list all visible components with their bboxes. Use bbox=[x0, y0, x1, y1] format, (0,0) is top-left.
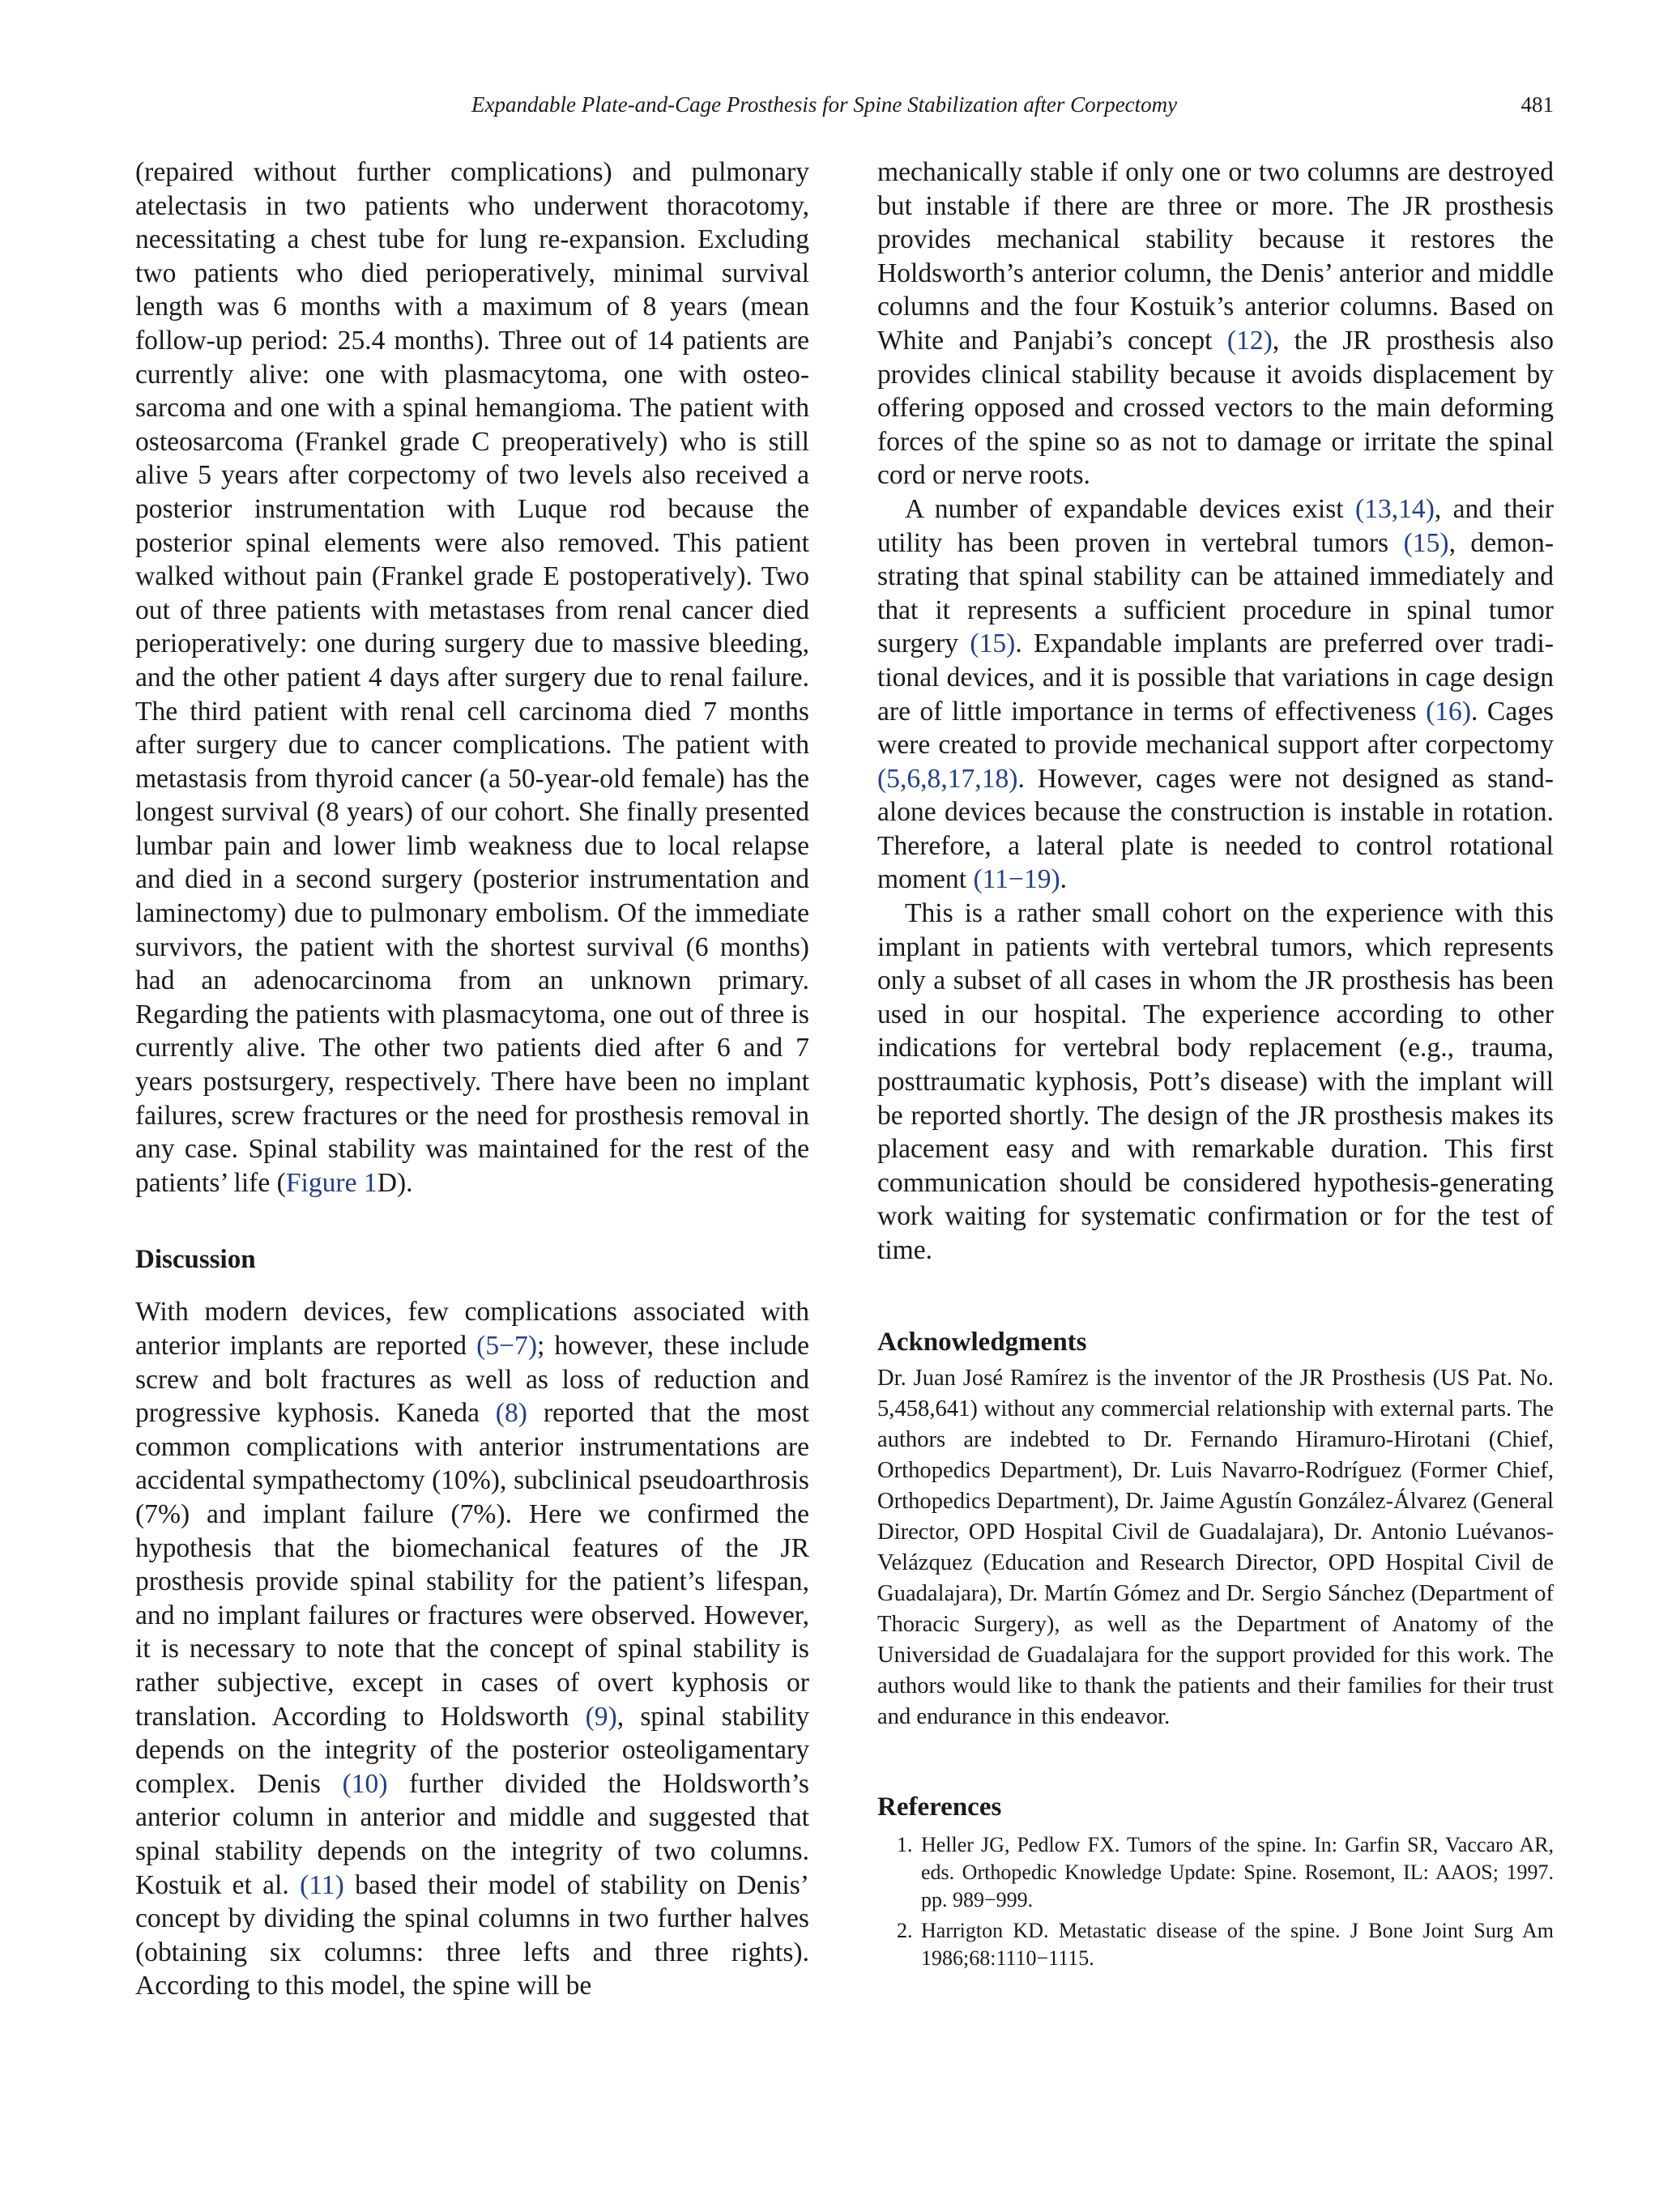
text-run: . bbox=[1060, 864, 1068, 895]
citation-link[interactable]: (10) bbox=[342, 1768, 388, 1799]
text-run: With modern devices, few complications associated with anterior implants are reported bbox=[135, 1297, 809, 1361]
text-run: , demonstrating that spinal stability can be attained immediately and that it represents a sufficient procedure in spinal tumor surgery bbox=[877, 527, 1555, 659]
citation-link[interactable]: (8) bbox=[495, 1398, 527, 1429]
text-run: (repaired without further complications) and pulmonary atelectasis in two patients who underwent thoracotomy, necessitating a chest tube for lung re-expansion. Excluding two patients who died perioperatively, minimal survival length was 6 months with a maximum of 8 years (mean follow-up period: 25.4 months). Three out of 14 patients are currently alive: one with plasmacytoma, one with osteosarcoma and one with a spinal hemangioma. The patient with osteosarcoma (Frankel grade C preoperatively) who is still alive 5 years after corpectomy of two levels also received a posterior instrumentation with Luque rod because the posterior spinal elements were also removed. This patient walked without pain (Frankel grade E postoperatively). Two out of three patients with metastases from renal cancer died perioperatively: one during surgery due to massive bleeding, and the other patient 4 days after surgery due to renal failure. The third patient with renal cell carcinoma died 7 months after surgery due to cancer complications. The patient with metastasis from thyroid cancer (a 50-year-old female) has the longest survival (8 years) of our cohort. She finally presented lumbar pain and lower limb weakness due to local relapse and died in a second surgery (posterior instrumentation and laminectomy) due to pulmonary embolism. Of the immediate survivors, the patient with the shortest survival (6 months) had an adenocarcinoma from an unknown primary. Regarding the patients with plasmacytoma, one out of three is currently alive. The other two patients died after 6 and 7 years postsurgery, respectively. There have been no implant failures, screw fractures or the need for prosthesis removal in any case. Spinal stability was maintained for the rest of the patients’ life ( bbox=[135, 157, 809, 1198]
running-title: Expandable Plate-and-Cage Prosthesis for Spine Stabilization after Corpectomy bbox=[471, 92, 1178, 117]
citation-link[interactable]: (12) bbox=[1226, 325, 1273, 356]
cohort-paragraph: This is a rather small cohort on the experience with this implant in patients with vertebral tumors, which represents only a subset of all cases in whom the JR prosthesis has been used in our hospital. The experience according to other indications for vertebral body replacement (e.g., trauma, posttraumatic kyphosis, Pott’s disease) with the implant will be reported shortly. The design of the JR prosthesis makes its placement easy and with remarkable duration. This first communication should be considered hypothesis-generating work waiting for systematic confirmation or for the test of time. bbox=[877, 898, 1554, 1265]
text-run: further divided the Holdsworth’s anterior column in anterior and middle and suggested that spinal stability depends on the integrity of two columns. Kostuik et al. bbox=[135, 1768, 809, 1900]
citation-link[interactable]: (15) bbox=[970, 629, 1016, 659]
citation-link[interactable]: (5,6,8,17,18) bbox=[877, 763, 1018, 794]
citation-link[interactable]: (11) bbox=[300, 1869, 344, 1900]
results-paragraph bbox=[135, 156, 809, 1200]
reference-item: 1. Heller JG, Pedlow FX. Tumors of the spine. In: Garfin SR, Vaccaro AR, eds. Orthopedic Knowledge Update: Spine. Rosemont, IL: AAOS; 1997. pp. 989−999. bbox=[918, 1831, 1554, 1914]
discussion-continued-paragraph bbox=[877, 156, 1554, 492]
figure-link[interactable]: Figure 1 bbox=[285, 1167, 377, 1198]
text-run: , the JR prosthesis also provides clinical stability because it avoids displacement by offering opposed and crossed vectors to the main deforming forces of the spine so as not to damage or irritate the spinal cord or nerve roots. bbox=[877, 325, 1554, 491]
text-run: , and their utility has been proven in vertebral tumors bbox=[877, 493, 1554, 558]
text-run: . Expandable implants are preferred over traditional devices, and it is possible that variations in cage design are of little importance in terms of effectiveness bbox=[877, 629, 1554, 727]
citation-link[interactable]: (13,14) bbox=[1354, 493, 1435, 524]
running-header bbox=[0, 92, 1659, 125]
discussion-paragraph bbox=[135, 1295, 809, 2002]
acknowledgments-body: Dr. Juan José Ramírez is the inventor of the JR Prosthesis (US Pat. No. 5,458,641) without any commercial relationship with external parts. The authors are indebted to Dr. Fernando Hiramuro-Hirotani (Chief, Orthopedics Department), Dr. Luis Navarro-Rodríguez (Former Chief, Orthopedics Department), Dr. Jaime Agustín González-Álvarez (General Director, OPD Hospital Civil de Guadalajara), Dr. Antonio Luévanos-Velázquez (Education and Research Director, OPD Hospital Civil de Guadalajara), Dr. Martín Gómez and Dr. Sergio Sánchez (Department of Thoracic Surgery), as well as the Department of Anatomy of the Universidad de Guadalajara for the support provided for this work. The authors would like to thank the patients and their families for their trust and endurance in this endeavor. bbox=[877, 1365, 1554, 1729]
reference-item: 2. Harrigton KD. Metastatic disease of the spine. J Bone Joint Surg Am 1986;68:1110−1115. bbox=[918, 1917, 1554, 1972]
text-run: mechanically stable if only one or two columns are destroyed but instable if there are three or more. The JR prosthesis provides mechanical stability because it restores the Holdsworth’s anterior column, the Denis’ anterior and middle columns and the four Kostuik’s anterior columns. Based on White and Panjabi’s concept bbox=[877, 157, 1554, 356]
page-number: 481 bbox=[1520, 92, 1554, 117]
text-run: , spinal stability depends on the integrity of the posterior osteoligamentary complex. Denis bbox=[135, 1701, 809, 1799]
text-run: A number of expandable devices exist bbox=[905, 493, 1355, 524]
expandable-devices-paragraph bbox=[877, 492, 1554, 897]
references-heading: References bbox=[877, 1792, 1002, 1822]
citation-link[interactable]: (5−7) bbox=[476, 1331, 538, 1361]
acknowledgments-heading: Acknowledgments bbox=[877, 1327, 1087, 1357]
text-run: based their model of stability on Denis’ concept by dividing the spinal columns in two further halves (obtaining six columns: three lefts and three rights). According to this model, the spine will be bbox=[135, 1869, 809, 2001]
reference-list bbox=[877, 1831, 1554, 1972]
text-run: . However, cages were not designed as stand-alone devices because the construction is instable in rotation. Therefore, a lateral plate is needed to control rotational moment bbox=[877, 763, 1554, 895]
text-run: ; however, these include screw and bolt fractures as well as loss of reduction and progressive kyphosis. Kaneda bbox=[135, 1331, 809, 1429]
text-run: . Cages were created to provide mechanical support after corpectomy bbox=[877, 696, 1554, 761]
citation-link[interactable]: (11−19) bbox=[973, 864, 1060, 895]
text-run: D). bbox=[377, 1167, 413, 1198]
citation-link[interactable]: (15) bbox=[1403, 527, 1449, 558]
text-run: reported that the most common complications with anterior instrumentations are accidental sympathectomy (10%), subclinical pseudoarthrosis (7%) and implant failure (7%). Here we confirmed the hypothesis that the biomechanical features of the JR prosthesis provide spinal stability for the patient’s lifespan, and no implant failures or fractures were observed. However, it is necessary to note that the concept of spinal stability is rather subjective, except in cases of overt kyphosis or translation. According to Holdsworth bbox=[135, 1398, 809, 1732]
citation-link[interactable]: (16) bbox=[1426, 696, 1472, 727]
left-column bbox=[135, 156, 809, 2003]
citation-link[interactable]: (9) bbox=[585, 1701, 617, 1732]
right-column bbox=[877, 156, 1554, 1975]
discussion-heading: Discussion bbox=[135, 1245, 256, 1275]
